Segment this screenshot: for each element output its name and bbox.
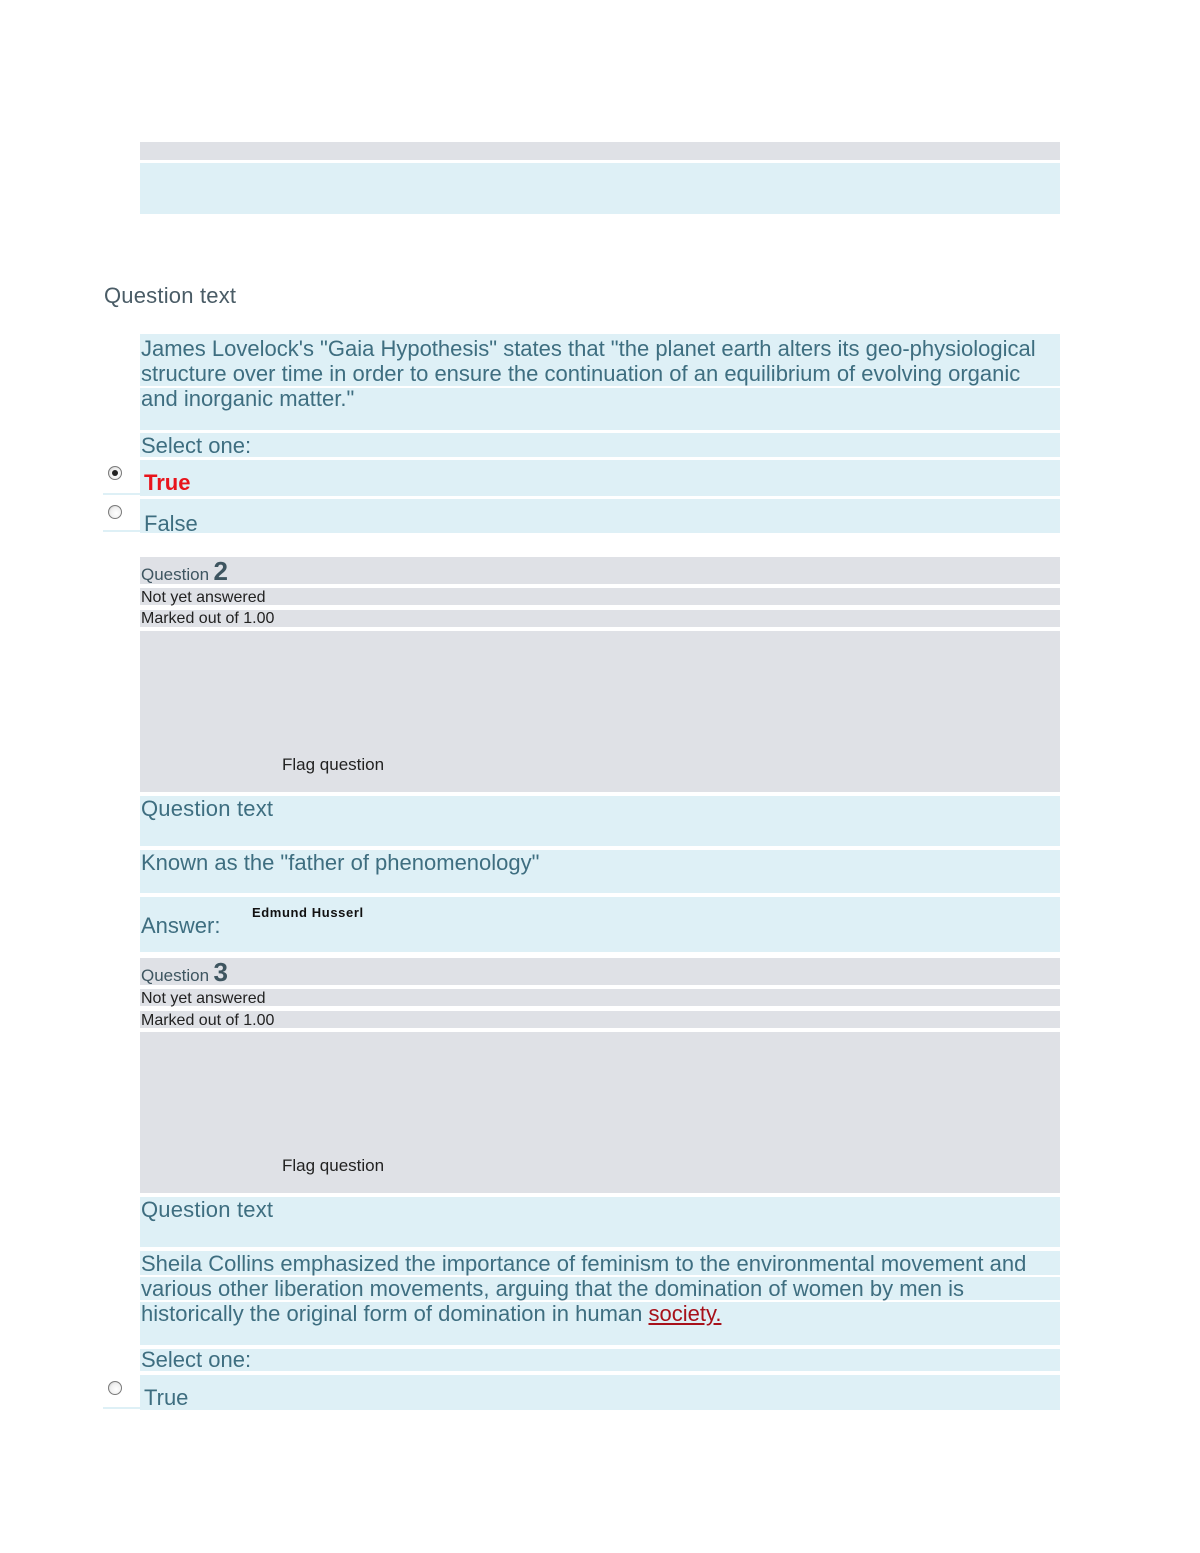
q2-question-text-label: Question text — [141, 796, 274, 821]
q1-option-false-radio[interactable] — [108, 505, 122, 519]
q2-status: Not yet answered — [141, 589, 266, 606]
q2-flag-question[interactable]: Flag question — [282, 755, 385, 774]
q1-select-band — [140, 433, 1060, 457]
q3-flag-panel — [140, 1032, 1060, 1193]
q1-option-false-underline — [103, 530, 143, 532]
q1-select-prompt: Select one: — [141, 433, 252, 458]
q3-question-text-label: Question text — [141, 1197, 274, 1222]
q3-heading — [141, 957, 228, 988]
q3-number: 3 — [213, 957, 228, 987]
q3-select-band — [140, 1349, 1060, 1371]
q3-status: Not yet answered — [141, 990, 266, 1007]
q2-question-body: Known as the "father of phenomenology" — [141, 850, 540, 875]
q3-flag-question[interactable]: Flag question — [282, 1156, 385, 1175]
q3-option-true-radio[interactable] — [108, 1381, 122, 1395]
q3-body-line-3 — [141, 1301, 1066, 1326]
q1-option-true-underline — [103, 493, 143, 495]
q3-select-prompt: Select one: — [141, 1347, 252, 1372]
q1-question-text-label: Question text — [104, 283, 237, 308]
q3-body-line-2: various other liberation movements, arguing that the domination of women by men is — [141, 1276, 964, 1301]
q2-heading-band — [140, 557, 1060, 584]
q2-marked-band — [140, 610, 1060, 627]
q1-option-false-label[interactable]: False — [144, 511, 198, 536]
top-content-band — [140, 163, 1060, 214]
q3-option-true-label[interactable]: True — [144, 1385, 189, 1410]
q1-body-line-3: and inorganic matter." — [141, 386, 355, 411]
q1-body-line-2: structure over time in order to ensure the continuation of an equilibrium of evolving organic — [141, 361, 1021, 386]
q3-question-body — [141, 1251, 1066, 1326]
q2-marked: Marked out of 1.00 — [141, 610, 275, 627]
q3-body-line-3-text: historically the original form of domination in human — [141, 1301, 649, 1326]
q1-body-line-1: James Lovelock's "Gaia Hypothesis" states that "the planet earth alters its geo-physiological — [141, 336, 1036, 361]
q3-status-band — [140, 989, 1060, 1006]
q2-number: 2 — [213, 556, 228, 586]
q2-heading-word: Question — [141, 565, 210, 584]
q3-heading-word: Question — [141, 966, 210, 985]
q3-marked: Marked out of 1.00 — [141, 1012, 275, 1029]
q1-question-body — [141, 336, 1066, 411]
q2-answer-label: Answer: — [141, 913, 221, 938]
q3-option-true-underline — [103, 1407, 143, 1409]
q3-body-line-1: Sheila Collins emphasized the importance of feminism to the environmental movement and — [141, 1251, 1027, 1276]
top-header-band — [140, 142, 1060, 160]
q2-question-text-band — [140, 796, 1060, 846]
q3-option-true-band — [140, 1375, 1060, 1410]
q3-marked-band — [140, 1011, 1060, 1028]
q2-flag-panel — [140, 631, 1060, 792]
q3-question-text-band — [140, 1197, 1060, 1247]
q1-option-true-radio[interactable] — [108, 466, 122, 480]
q1-option-true-band — [140, 460, 1060, 496]
q2-heading — [141, 556, 228, 587]
q2-answer-input[interactable]: Edmund Husserl — [252, 905, 364, 920]
q1-option-true-label[interactable]: True — [144, 470, 191, 495]
q3-heading-band — [140, 958, 1060, 985]
q3-society-link[interactable]: society. — [648, 1301, 722, 1326]
q2-status-band — [140, 588, 1060, 605]
q1-option-false-band — [140, 499, 1060, 533]
